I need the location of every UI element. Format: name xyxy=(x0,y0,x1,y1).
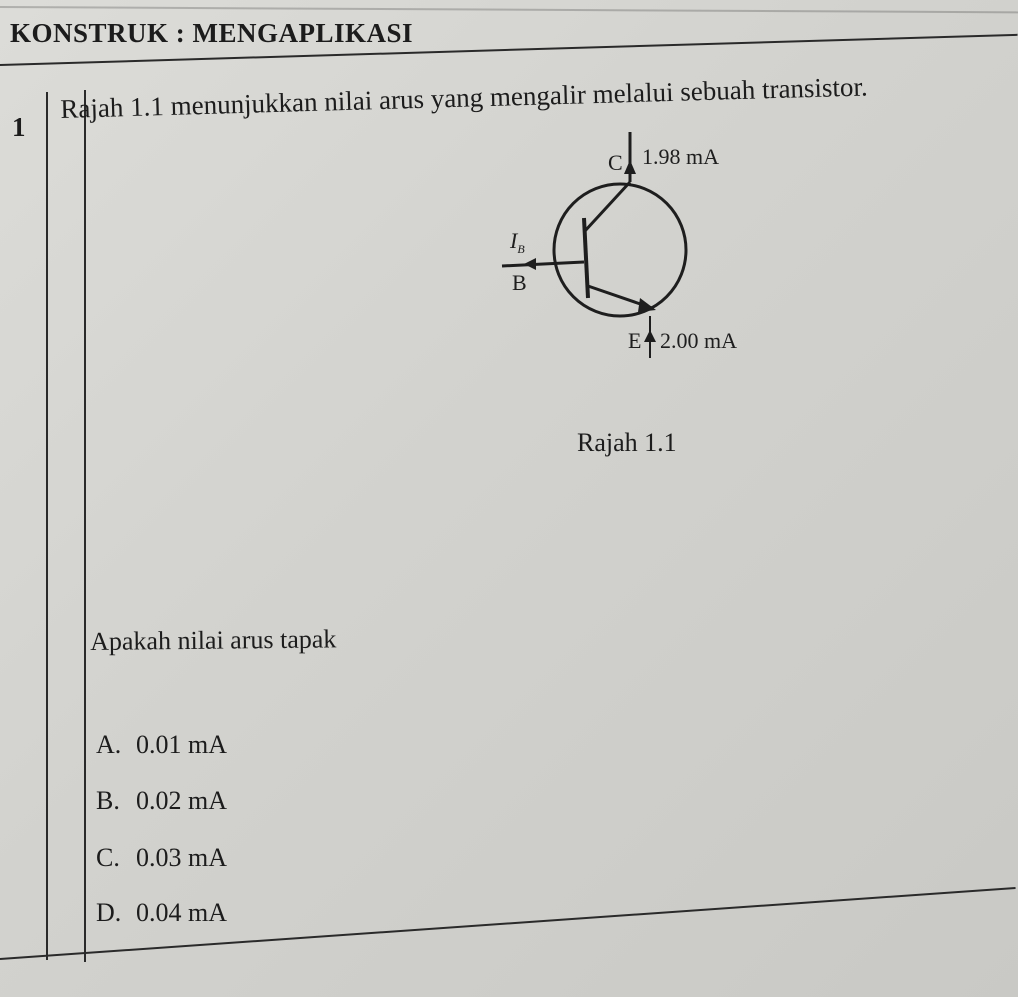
option-letter: B. xyxy=(96,786,120,815)
option-b[interactable] xyxy=(96,786,227,816)
collector-label: C xyxy=(608,150,623,175)
collector-arrow-icon xyxy=(624,160,636,174)
emitter-current-arrow-icon xyxy=(644,330,656,342)
transistor-diagram xyxy=(480,120,780,370)
base-lead xyxy=(502,262,584,266)
emitter-current: 2.00 mA xyxy=(660,328,737,353)
emitter-label: E xyxy=(628,328,642,353)
option-letter: A. xyxy=(96,730,122,759)
emitter-arrow-icon xyxy=(638,298,656,312)
column-divider-main xyxy=(84,90,86,962)
figure-caption: Rajah 1.1 xyxy=(577,428,677,457)
option-c[interactable] xyxy=(96,843,227,873)
option-letter: C. xyxy=(96,843,120,872)
option-d[interactable] xyxy=(96,898,227,928)
base-current-symbol: $I_B$ xyxy=(510,228,525,256)
column-divider-left xyxy=(46,92,48,960)
option-value: 0.02 mA xyxy=(136,786,227,815)
question-text: Rajah 1.1 menunjukkan nilai arus yang mengalir melalui sebuah transistor. xyxy=(60,71,869,124)
option-a[interactable] xyxy=(96,730,227,760)
question-number: 1 xyxy=(12,112,26,142)
base-arrow-icon xyxy=(524,258,536,270)
option-value: 0.01 mA xyxy=(136,730,227,759)
option-value: 0.03 mA xyxy=(136,843,227,872)
section-heading: KONSTRUK : MENGAPLIKASI xyxy=(10,18,414,48)
question-prompt: Apakah nilai arus tapak xyxy=(90,624,337,656)
collector-current: 1.98 mA xyxy=(642,144,719,169)
base-label: B xyxy=(512,270,527,295)
option-letter: D. xyxy=(96,898,122,927)
option-value: 0.04 mA xyxy=(136,898,227,927)
header-rule xyxy=(0,6,1018,13)
